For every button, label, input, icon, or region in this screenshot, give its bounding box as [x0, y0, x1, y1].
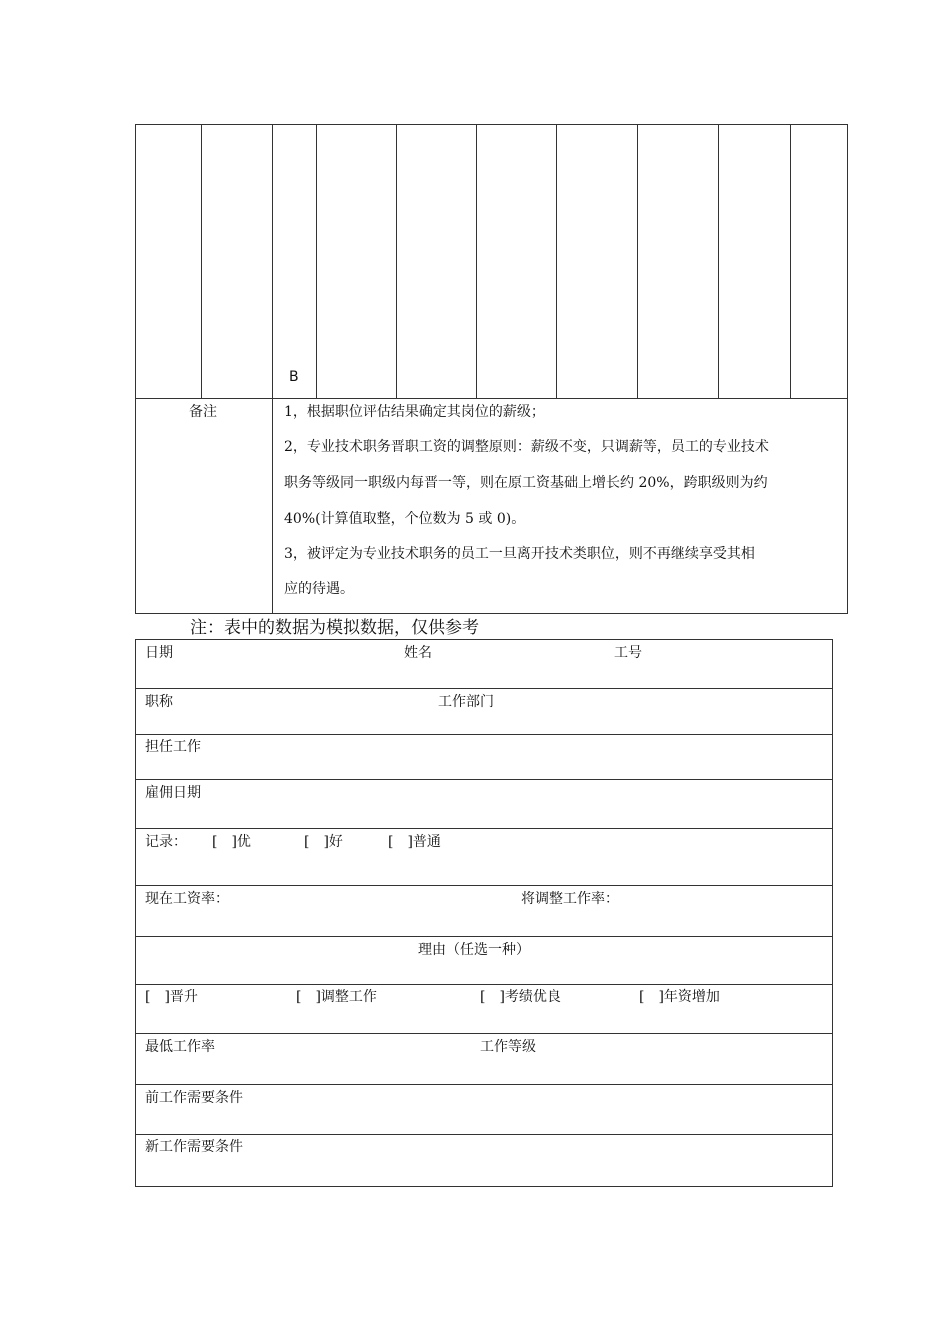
record-label: 记录：: [145, 834, 187, 850]
table-border-right: [847, 124, 848, 614]
new-requirements-label: 新工作需要条件: [145, 1139, 243, 1155]
record-option-excellent[interactable]: [ ]优: [212, 834, 251, 850]
reason-label: 理由（任选一种）: [418, 942, 530, 958]
remark-line: 职务等级同一职级内每晋一等，则在原工资基础上增长约 20%，跨职级则为约: [284, 475, 768, 491]
remark-line: 3，被评定为专业技术职务的员工一旦离开技术类职位，则不再继续享受其相: [284, 546, 755, 562]
form-row-divider: [135, 885, 833, 886]
remarks-label: 备注: [189, 404, 217, 420]
form-row-divider: [135, 1033, 833, 1034]
table-col-divider: [476, 124, 477, 399]
table-col-divider: [201, 124, 202, 399]
employee-id-label: 工号: [614, 645, 642, 661]
grade-letter: B: [289, 369, 299, 385]
table-col-divider: [272, 124, 273, 614]
form-row-divider: [135, 936, 833, 937]
remark-line: 40%(计算值取整，个位数为 5 或 0)。: [284, 511, 526, 527]
form-border-top: [135, 639, 833, 640]
table-border-top: [135, 124, 848, 125]
form-row-divider: [135, 688, 833, 689]
current-rate-label: 现在工资率：: [145, 891, 229, 907]
reason-option-performance[interactable]: [ ]考绩优良: [480, 989, 561, 1005]
remark-line: 应的待遇。: [284, 581, 354, 597]
form-row-divider: [135, 828, 833, 829]
form-border-left: [135, 639, 136, 1187]
remark-line: 2，专业技术职务晋职工资的调整原则：薪级不变，只调薪等，员工的专业技术: [284, 439, 769, 455]
table-border-bottom: [135, 613, 848, 614]
form-row-divider: [135, 779, 833, 780]
form-row-divider: [135, 734, 833, 735]
form-border-right: [832, 639, 833, 1187]
title-label: 职称: [145, 694, 173, 710]
table-col-divider: [637, 124, 638, 399]
adjusted-rate-label: 将调整工作率：: [521, 891, 619, 907]
data-note: 注：表中的数据为模拟数据，仅供参考: [190, 618, 479, 638]
table-col-divider: [556, 124, 557, 399]
hire-date-label: 雇佣日期: [145, 785, 201, 801]
position-label: 担任工作: [145, 739, 201, 755]
table-col-divider: [316, 124, 317, 399]
reason-option-seniority[interactable]: [ ]年资增加: [639, 989, 720, 1005]
name-label: 姓名: [404, 645, 432, 661]
date-label: 日期: [145, 645, 173, 661]
table-col-divider: [396, 124, 397, 399]
reason-option-job-adjustment[interactable]: [ ]调整工作: [296, 989, 377, 1005]
table-col-divider: [790, 124, 791, 399]
form-row-divider: [135, 984, 833, 985]
table-col-divider: [718, 124, 719, 399]
record-option-average[interactable]: [ ]普通: [388, 834, 441, 850]
record-option-good[interactable]: [ ]好: [304, 834, 343, 850]
form-border-bottom: [135, 1186, 833, 1187]
table-border-left: [135, 124, 136, 614]
table-row-divider: [135, 398, 848, 399]
job-grade-label: 工作等级: [480, 1039, 536, 1055]
form-row-divider: [135, 1084, 833, 1085]
remark-line: 1，根据职位评估结果确定其岗位的薪级；: [284, 404, 545, 420]
form-row-divider: [135, 1134, 833, 1135]
reason-option-promotion[interactable]: [ ]晋升: [145, 989, 198, 1005]
department-label: 工作部门: [438, 694, 494, 710]
min-rate-label: 最低工作率: [145, 1039, 215, 1055]
prev-requirements-label: 前工作需要条件: [145, 1090, 243, 1106]
